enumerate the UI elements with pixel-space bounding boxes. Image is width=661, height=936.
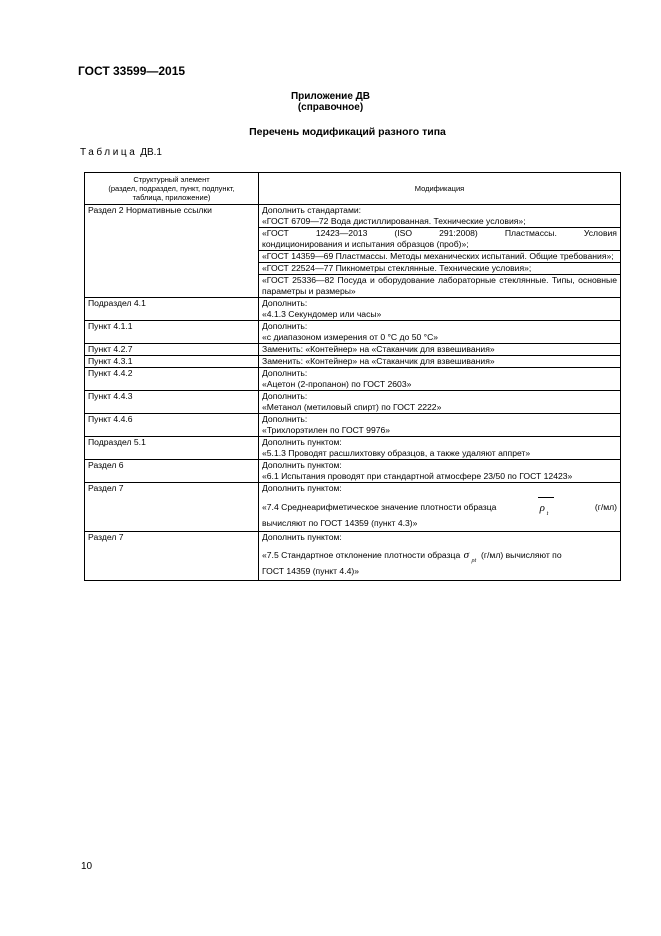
std-deviation-symbol: σ ρt [463,549,477,564]
row-element: Пункт 4.4.3 [85,391,259,414]
appendix-subtitle: (справочное) [297,102,364,113]
row-modification: Дополнить: «с диапазоном измерения от 0 °С до 50 °С» [259,321,621,344]
table-row [85,356,621,368]
document-code: ГОСТ 33599—2015 [78,64,186,78]
col-header-element: Структурный элемент (раздел, подраздел, пункт, подпункт, таблица, приложение) [85,173,259,205]
table-row [85,298,621,321]
list-title: Перечень модификаций разного типа [249,126,446,138]
table-row [85,391,621,414]
row-modification: Дополнить: «4.1.3 Секундомер или часы» [259,298,621,321]
row-element: Раздел 7 [85,532,259,581]
row-modification: Дополнить пунктом: «7.5 Стандартное отклонение плотности образца σ ρt (г/мл) вычисляют по ГОСТ 14359 (пункт 4.4)» [259,532,621,581]
table-row [85,368,621,391]
row-modification: Дополнить: «Метанол (метиловый спирт) по ГОСТ 2222» [259,391,621,414]
table-row [85,321,621,344]
row-modification: Дополнить пунктом: «6.1 Испытания проводят при стандартной атмосфере 23/50 по ГОСТ 12423» [259,460,621,483]
modifications-table [84,172,621,581]
row-modification: Дополнить пунктом: «5.1.3 Проводят расшлихтовку образцов, а также удаляют аппрет» [259,437,621,460]
row-element: Раздел 7 [85,483,259,532]
row-modification: Дополнить стандартами: «ГОСТ 6709—72 Вода дистиллированная. Технические условия»; «ГОСТ 12423—2013 (ISO 291:2008) Пластмассы. Условия кондиционирования и испытания образцов (проб)»; «ГОСТ 14359—69 Пластмассы. Методы механических испытаний. Общие требования»; «ГОСТ 22524—77 Пикнометры стеклянные. Технические условия»; «ГОСТ 25336—82 Посуда и оборудование лабораторные стеклянные. Типы, основные параметры и размеры» [259,205,621,298]
table-row [85,460,621,483]
table-row [85,483,621,532]
col-header-modification: Модификация [259,173,621,205]
row-element: Раздел 6 [85,460,259,483]
table-row [85,205,621,298]
table-row [85,344,621,356]
table-row [85,437,621,460]
row-element: Подраздел 5.1 [85,437,259,460]
row-element: Пункт 4.1.1 [85,321,259,344]
table-row [85,414,621,437]
mean-density-symbol: ρ t [536,499,556,513]
table-row [85,532,621,581]
row-element: Подраздел 4.1 [85,298,259,321]
row-modification: Дополнить: «Ацетон (2-пропанон) по ГОСТ 2603» [259,368,621,391]
row-modification: Заменить: «Контейнер» на «Стаканчик для взвешивания» [259,344,621,356]
row-modification: Дополнить: «Трихлорэтилен по ГОСТ 9976» [259,414,621,437]
row-modification: Дополнить пунктом: «7.4 Среднеарифметическое значение плотности образца ρ t (г/мл) вычисляют по ГОСТ 14359 (пункт 4.3)» [259,483,621,532]
row-modification: Заменить: «Контейнер» на «Стаканчик для взвешивания» [259,356,621,368]
table-caption: Таблица ДВ.1 [80,147,162,158]
row-element: Раздел 2 Нормативные ссылки [85,205,259,298]
row-element: Пункт 4.4.2 [85,368,259,391]
row-element: Пункт 4.2.7 [85,344,259,356]
page-number: 10 [81,861,93,872]
appendix-title: Приложение ДВ [290,91,371,102]
row-element: Пункт 4.4.6 [85,414,259,437]
table-header-row [85,173,621,205]
row-element: Пункт 4.3.1 [85,356,259,368]
